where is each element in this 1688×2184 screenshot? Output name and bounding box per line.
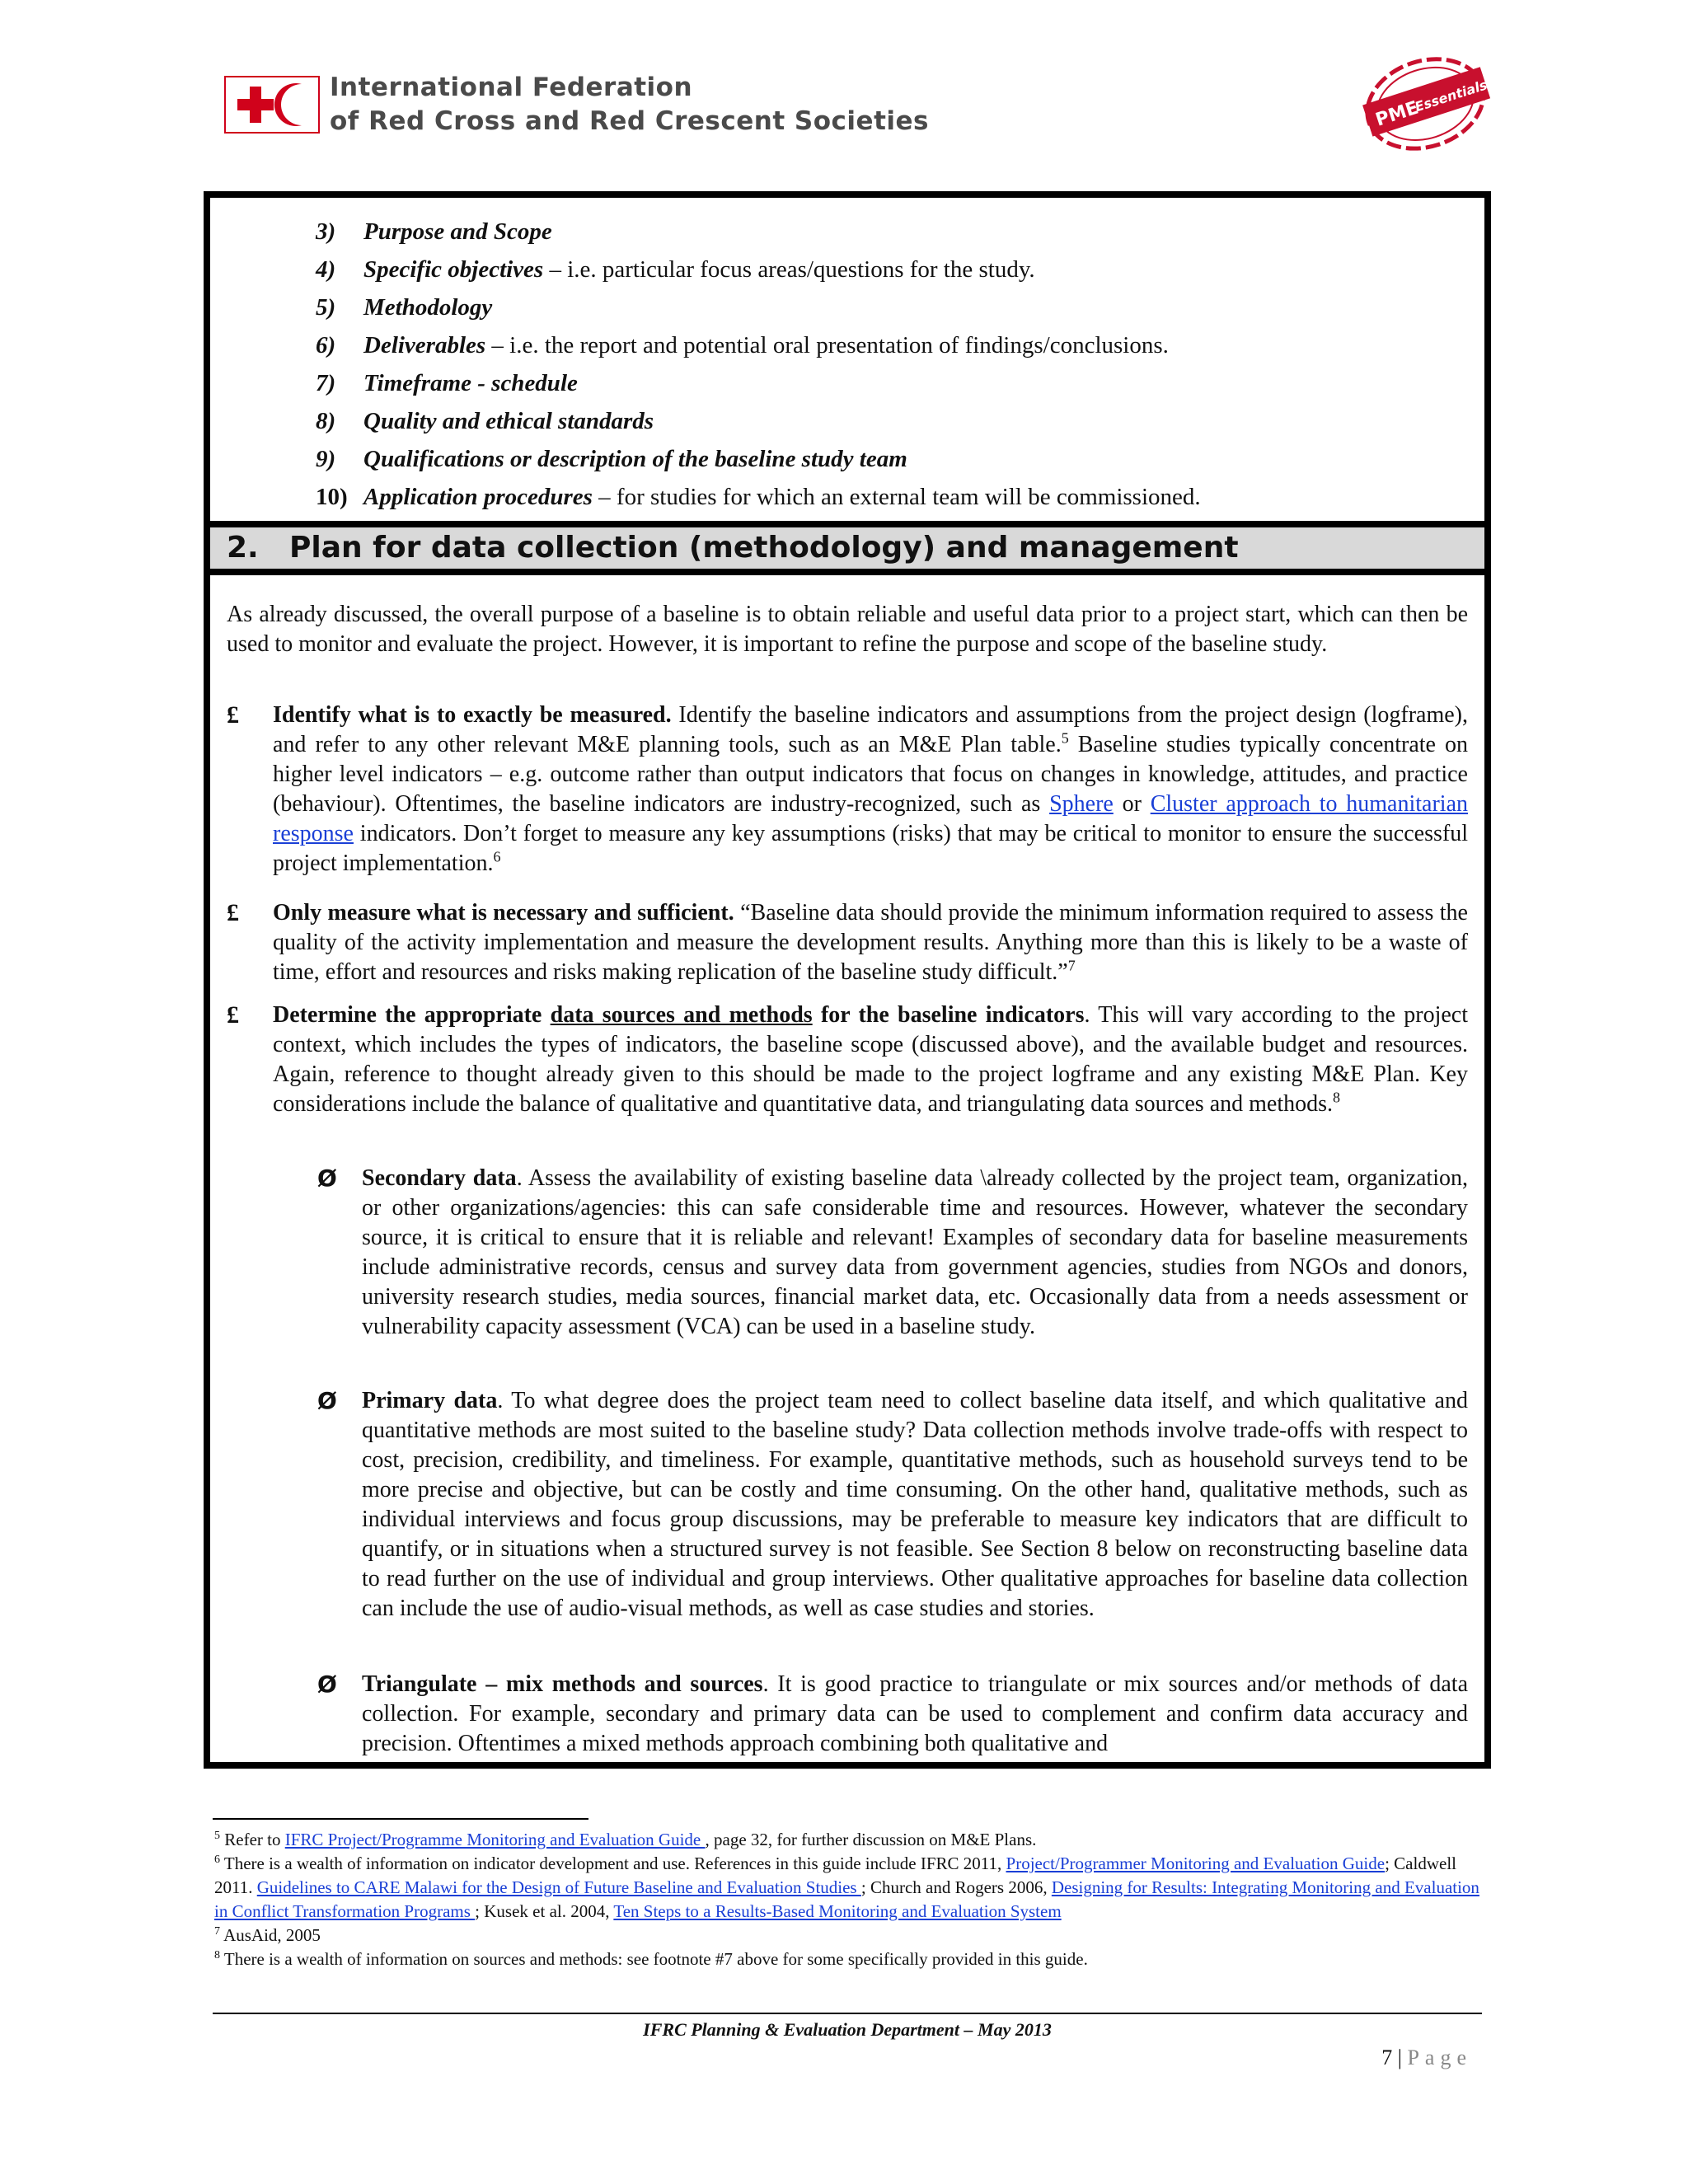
tor-components-list — [316, 213, 1387, 516]
programmer-me-guide-link[interactable]: Project/Programmer Monitoring and Evaluation Guide — [1006, 1854, 1386, 1873]
footnote-6: $^6$ There is a wealth of information on indicator development and use. References in this guide include IFRC 2011, Project/Programmer Monitoring and Evaluation Guide; Caldwell 2011. Guidelines to CARE Malawi for the Design of Future Baseline and Evaluation Studies ; Church and Rogers 2006, Designing for Results: Integrating Monitoring and Evaluation in Conflict Transformation Programs ; Kusek et al. 2004, Ten Steps to a Results-Based Monitoring and Evaluation System — [214, 1854, 1479, 1921]
footer-divider — [213, 2013, 1482, 2014]
red-cross-crescent-icon — [226, 77, 318, 132]
list-item: 5) Methodology — [316, 294, 493, 321]
designing-for-results-link[interactable]: Designing for Results: Integrating Monitoring and Evaluation in Conflict Transformation Programs — [214, 1877, 1479, 1921]
organization-name — [330, 71, 929, 138]
subbullet-secondary-data: Ø Secondary data. Assess the availability of existing baseline data \already collected by the project team, organization, or other organizations/agencies: this can safe considerable time and resources. However, whatever the secondary source, it is critical to ensure that it is reliable and relevant! Examples of secondary data for baseline measurements include administrative records, census and survey data from government agencies, studies from NGOs and donors, university research studies, media sources, financial market data, etc. Occasionally data from a needs assessment or vulnerability capacity assessment (VCA) can be used in a baseline study. — [317, 1165, 1468, 1339]
red-cross-crescent-logo — [224, 76, 320, 134]
page-header — [0, 0, 1688, 165]
list-item: 6) Deliverables – i.e. the report and potential oral presentation of findings/conclusions. — [316, 332, 1169, 359]
subbullet-icon: Ø — [317, 1671, 337, 1698]
pme-essentials-stamp — [1322, 49, 1528, 161]
stamp-text-pme: PME — [1372, 97, 1422, 131]
footnotes — [214, 1828, 1484, 1971]
cluster-approach-link[interactable]: Cluster approach to humanitarian response — [273, 791, 1469, 846]
bullet-icon: £ — [227, 701, 239, 729]
footer-department: IFRC Planning & Evaluation Department – May 2013 — [643, 2019, 1052, 2040]
list-item: 10) Application procedures – for studies for which an external team will be commissioned. — [316, 484, 1201, 510]
ten-steps-link[interactable]: Ten Steps to a Results-Based Monitoring and Evaluation System — [613, 1901, 1062, 1921]
stamp-text-essentials: Essentials — [1413, 77, 1489, 115]
list-item: 7) Timeframe - schedule — [316, 370, 578, 396]
intro-paragraph: As already discussed, the overall purpose of a baseline is to obtain reliable and useful data prior to a project start, which can then be used to monitor and evaluate the project. However, it is important to refine the purpose and scope of the baseline study. — [227, 602, 1468, 657]
ifrc-me-guide-link[interactable]: IFRC Project/Programme Monitoring and Evaluation Guide — [284, 1830, 706, 1849]
bullet-identify-measure: £ Identify what is to exactly be measured. Identify the baseline indicators and assumptions from the project design (logframe), and refer to any other relevant M&E planning tools, such as an M&E Plan table.$^5$ Baseline studies typically concentrate on higher level indicators – e.g. outcome rather than output indicators that focus on changes in knowledge, attitudes, and practice (behaviour). Oftentimes, the baseline indicators are industry-recognized, such as Sphere or Cluster approach to humanitarian response indicators. Don’t forget to measure any key assumptions (risks) that may be critical to monitor to ensure the successful project implementation.$^6$ — [227, 701, 1469, 876]
bullet-icon: £ — [227, 1001, 239, 1029]
page-number: 7 | Page — [1381, 2046, 1472, 2069]
list-item: 8) Quality and ethical standards — [316, 408, 654, 434]
footnote-5: $^5$ Refer to IFRC Project/Programme Monitoring and Evaluation Guide , page 32, for further discussion on M&E Plans. — [214, 1830, 1037, 1849]
bullet-icon: £ — [227, 899, 239, 926]
org-name-line1: International Federation — [330, 73, 693, 102]
care-malawi-guidelines-link[interactable]: Guidelines to CARE Malawi for the Design of Future Baseline and Evaluation Studies — [256, 1877, 861, 1897]
org-name-line2: of Red Cross and Red Crescent Societies — [330, 106, 930, 136]
section-title: Plan for data collection (methodology) and management — [289, 531, 1239, 565]
sphere-link[interactable]: Sphere — [1049, 791, 1114, 817]
footnote-8: $^8$ There is a wealth of information on sources and methods: see footnote #7 above for some specifically provided in this guide. — [214, 1949, 1088, 1969]
bullet-only-necessary: £ Only measure what is necessary and sufficient. “Baseline data should provide the minimum information required to assess the quality of the activity implementation and measure the development results. Anything more than this is likely to be a waste of time, effort and resources and risks making replication of the baseline study difficult.”$^7$ — [227, 899, 1468, 985]
list-item: 3) Purpose and Scope — [316, 218, 552, 245]
subbullet-triangulate: Ø Triangulate – mix methods and sources. It is good practice to triangulate or mix sources and/or methods of data collection. For example, secondary and primary data can be used to complement and confirm data accuracy and precision. Oftentimes a mixed methods approach combining both qualitative and — [317, 1671, 1468, 1756]
subbullet-primary-data: Ø Primary data. To what degree does the project team need to collect baseline data itself, and which qualitative and quantitative methods are most suited to the baseline study? Data collection methods involve trade-offs with respect to cost, precision, credibility, and timeliness. For example, quantitative methods, such as household surveys tend to be more precise and objective, but can be costly and time consuming. On the other hand, qualitative methods, such as individual interviews and focus group discussions, may be preferable to measure key indicators that are difficult to quantify, or in situations when a structured survey is not feasible. See Section 8 below on reconstructing baseline data to read further on the use of individual and group interviews. Other qualitative approaches for baseline data collection can include the use of audio-visual methods, as well as case studies and stories. — [317, 1387, 1468, 1621]
list-item: 4) Specific objectives – i.e. particular focus areas/questions for the study. — [316, 256, 1035, 283]
footnote-7: $^7$ AusAid, 2005 — [214, 1925, 321, 1945]
subbullet-icon: Ø — [317, 1165, 337, 1192]
bullet-data-sources: £ Determine the appropriate data sources and methods for the baseline indicators. This will vary according to the project context, which includes the types of indicators, the baseline scope (discussed above), and the available budget and resources. Again, reference to thought already given to this should be made to the project logframe and any existing M&E Plan. Key considerations include the balance of qualitative and quantitative data, and triangulating data sources and methods.$^8$ — [227, 1001, 1468, 1117]
list-item: 9) Qualifications or description of the baseline study team — [316, 446, 907, 472]
footnote-divider — [213, 1818, 588, 1820]
subbullet-icon: Ø — [317, 1387, 337, 1414]
section-number: 2. — [227, 531, 259, 565]
section-heading — [210, 521, 1484, 575]
content-frame — [204, 191, 1491, 1769]
